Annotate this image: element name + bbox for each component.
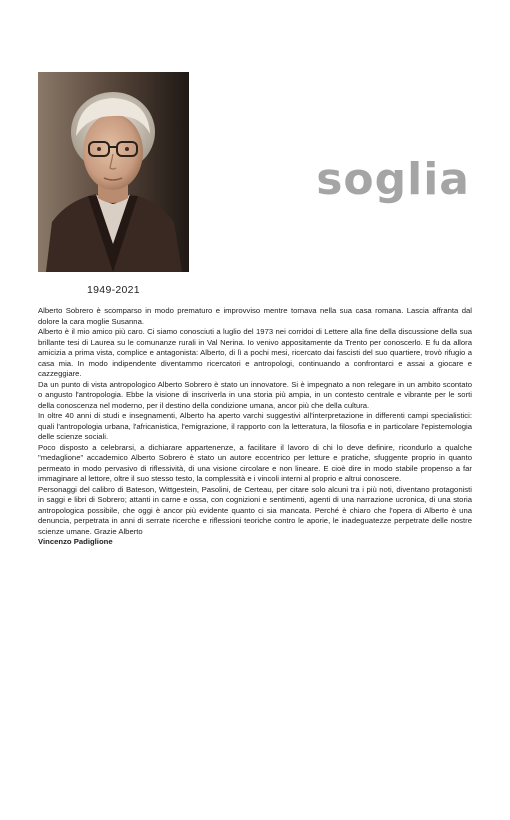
portrait-photo — [38, 72, 189, 272]
paragraph: Personaggi del calibro di Bateson, Wittgestein, Pasolini, de Certeau, per citare solo alcuni tra i più noti, diventano protagonisti in saggi e libri di Sobrero; attanti in carne e ossa, con cognizioni e sentimenti, agenti di una narrazione ucronica, di una storia antropologica possibile, che oggi è ancor più evidente quanto ci sia mancata. Perché è chiaro che l'opera di Alberto è una denuncia, perpetrata in anni di serrate ricerche e riflessioni teoriche contro le aporie, le inadeguatezze perpetrate delle nostre scienze umane. Grazie Alberto — [38, 484, 472, 536]
paragraph: Poco disposto a celebrarsi, a dichiarare appartenenze, a facilitare il lavoro di chi lo deve definire, ricondurlo a qualche "medaglione" accademico Alberto Sobrero è stato un autore eccentrico per letture e pratiche, sfuggente proprio in quanto permeato in modo pervasivo di riflessività, di una visione circolare e non lineare. E cioè dire in modo stabile propenso a far immaginare al lettore, oltre il suo stesso testo, la complessità e i vincoli interni al proprio e altrui conoscere. — [38, 442, 472, 483]
section-heading: soglia — [316, 154, 470, 205]
author-signature: Vincenzo Padiglione — [38, 537, 113, 546]
paragraph: Da un punto di vista antropologico Alberto Sobrero è stato un innovatore. Si è impegnato a non relegare in un ambito scontato o angusto l'antropologia. Ebbe la visione di inscriverla in una storia più ampia, in un contesto centrale e vibrante per le sorti della conoscenza nel moderno, per il destino della condizione umana, ancor più che della cultura. — [38, 379, 472, 410]
obituary-text — [38, 306, 472, 548]
paragraph: Alberto Sobrero è scomparso in modo prematuro e improvviso mentre tornava nella sua casa romana. Lascia affranta dal dolore la cara moglie Susanna. — [38, 306, 472, 326]
paragraph: Alberto è il mio amico più caro. Ci siamo conosciuti a luglio del 1973 nei corridoi di Lettere alla fine della discussione della sua brillante tesi di Laurea su le comunanze rurali in Val Nerina. Io venivo appositamente da Trento per conoscerlo. E fu da allora amicizia a prima vista, complice e antagonista: Alberto, di lì a pochi mesi, ricercato dai fascisti del suo quartiere, trovò rifugio a casa mia. In modo indipendente diventammo ricercatori e antropologi, continuando a confrontarci e assai a giocare e cazzeggiare. — [38, 327, 472, 378]
paragraph: In oltre 40 anni di studi e insegnamenti, Alberto ha aperto varchi suggestivi all'interpretazione in differenti campi specialistici: quali l'antropologia urbana, l'africanistica, l'emigrazione, il rapporto con la letteratura, la filosofia e in particolare l'epistemologia delle scienze sociali. — [38, 411, 472, 441]
portrait-dates: 1949-2021 — [87, 284, 140, 296]
